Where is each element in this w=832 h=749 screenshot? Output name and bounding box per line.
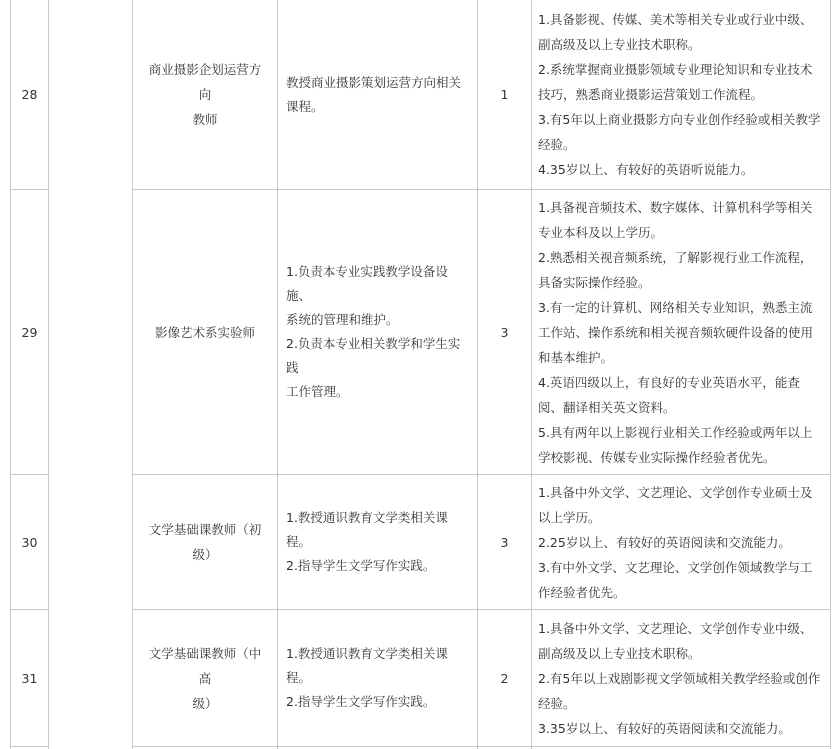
requirements bbox=[532, 0, 830, 189]
position-title bbox=[133, 0, 277, 189]
grid-line bbox=[48, 0, 49, 749]
requirement-line: 经验。 bbox=[538, 695, 576, 711]
grid-line bbox=[132, 746, 831, 747]
position-title bbox=[133, 610, 277, 746]
position-title bbox=[133, 190, 277, 474]
requirement-line: 专业本科及以上学历。 bbox=[538, 224, 664, 240]
position-title-line: 商业摄影企划运营方向 bbox=[148, 62, 262, 102]
requirement-line: 阅、翻译相关英文资料。 bbox=[538, 399, 676, 415]
requirement-line: 技巧，熟悉商业摄影运营策划工作流程。 bbox=[538, 87, 764, 102]
position-title-line: 级） bbox=[192, 695, 218, 711]
position-title-line: 教师 bbox=[192, 112, 218, 127]
row-number: 28 bbox=[21, 87, 38, 102]
duty-line: 工作管理。 bbox=[286, 384, 349, 399]
job-duties bbox=[278, 0, 477, 189]
requirement-line: 1.具备视音频技术、数字媒体、计算机科学等相关 bbox=[538, 199, 813, 215]
duty-line: 1.负责本专业实践教学设备设施、 bbox=[286, 264, 448, 303]
position-title-line: 文学基础课教师（中高 bbox=[148, 645, 262, 686]
requirement-line: 3.有中外文学、文艺理论、文学创作领域教学与工 bbox=[538, 559, 813, 575]
requirement-line: 副高级及以上专业技术职称。 bbox=[538, 37, 701, 52]
grid-line bbox=[10, 746, 49, 747]
requirement-line: 3.有一定的计算机、网络相关专业知识，熟悉主流 bbox=[538, 299, 813, 315]
position-title bbox=[133, 475, 277, 609]
requirement-line: 工作站、操作系统和相关视音频软硬件设备的使用 bbox=[538, 324, 814, 340]
requirement-line: 2.25岁以上、有较好的英语阅读和交流能力。 bbox=[538, 534, 791, 550]
duty-line: 1.教授通识教育文学类相关课程。 bbox=[286, 510, 448, 549]
duty-line: 1.教授通识教育文学类相关课程。 bbox=[286, 646, 448, 685]
headcount: 3 bbox=[500, 534, 509, 550]
requirement-line: 具备实际操作经验。 bbox=[538, 274, 651, 290]
requirement-line: 学校影视、传媒专业实际操作经验者优先。 bbox=[538, 449, 776, 465]
requirement-line: 4.英语四级以上，有良好的专业英语水平，能查 bbox=[538, 374, 800, 390]
requirement-line: 4.35岁以上、有较好的英语听说能力。 bbox=[538, 162, 754, 177]
headcount: 2 bbox=[500, 670, 509, 686]
requirement-line: 副高级及以上专业技术职称。 bbox=[538, 645, 701, 661]
duty-line: 2.指导学生文学写作实践。 bbox=[286, 558, 436, 573]
requirement-line: 3.35岁以上、有较好的英语阅读和交流能力。 bbox=[538, 720, 791, 736]
duty-line: 课程。 bbox=[286, 98, 324, 114]
requirement-line: 1.具备中外文学、文艺理论、文学创作专业硕士及 bbox=[538, 484, 813, 500]
requirements bbox=[532, 475, 830, 609]
grid-line bbox=[830, 0, 831, 749]
job-duties bbox=[278, 475, 477, 609]
row-number: 29 bbox=[21, 324, 38, 340]
requirement-line: 作经验者优先。 bbox=[538, 584, 626, 600]
requirement-line: 和基本维护。 bbox=[538, 349, 614, 365]
duty-line: 系统的管理和维护。 bbox=[286, 312, 399, 327]
requirement-line: 1.具备中外文学、文艺理论、文学创作专业中级、 bbox=[538, 620, 813, 636]
headcount: 3 bbox=[500, 324, 509, 340]
requirement-line: 5.具有两年以上影视行业相关工作经验或两年以上 bbox=[538, 424, 813, 440]
job-duties bbox=[278, 190, 477, 474]
duty-line: 2.负责本专业相关教学和学生实践 bbox=[286, 336, 461, 375]
requirement-line: 1.具备影视、传媒、美术等相关专业或行业中级、 bbox=[538, 12, 813, 27]
requirement-line: 2.系统掌握商业摄影领域专业理论知识和专业技术 bbox=[538, 62, 813, 77]
requirement-line: 2.有5年以上戏剧影视文学领域相关教学经验或创作 bbox=[538, 670, 821, 686]
duty-line: 2.指导学生文学写作实践。 bbox=[286, 694, 436, 709]
job-duties bbox=[278, 610, 477, 746]
requirement-line: 3.有5年以上商业摄影方向专业创作经验或相关教学 bbox=[538, 112, 821, 127]
requirement-line: 2.熟悉相关视音频系统，了解影视行业工作流程， bbox=[538, 249, 813, 265]
requirement-line: 以上学历。 bbox=[538, 509, 601, 525]
duty-line: 教授商业摄影策划运营方向相关 bbox=[286, 74, 462, 90]
position-title-line: 影像艺术系实验师 bbox=[154, 324, 255, 340]
position-title-line: 文学基础课教师（初 bbox=[148, 522, 262, 537]
row-number: 30 bbox=[21, 534, 38, 550]
requirements bbox=[532, 610, 830, 746]
requirement-line: 经验。 bbox=[538, 137, 576, 152]
row-number: 31 bbox=[21, 670, 38, 686]
headcount: 1 bbox=[500, 87, 509, 102]
requirements bbox=[532, 190, 830, 474]
position-title-line: 级） bbox=[192, 547, 218, 562]
job-table bbox=[10, 0, 832, 749]
